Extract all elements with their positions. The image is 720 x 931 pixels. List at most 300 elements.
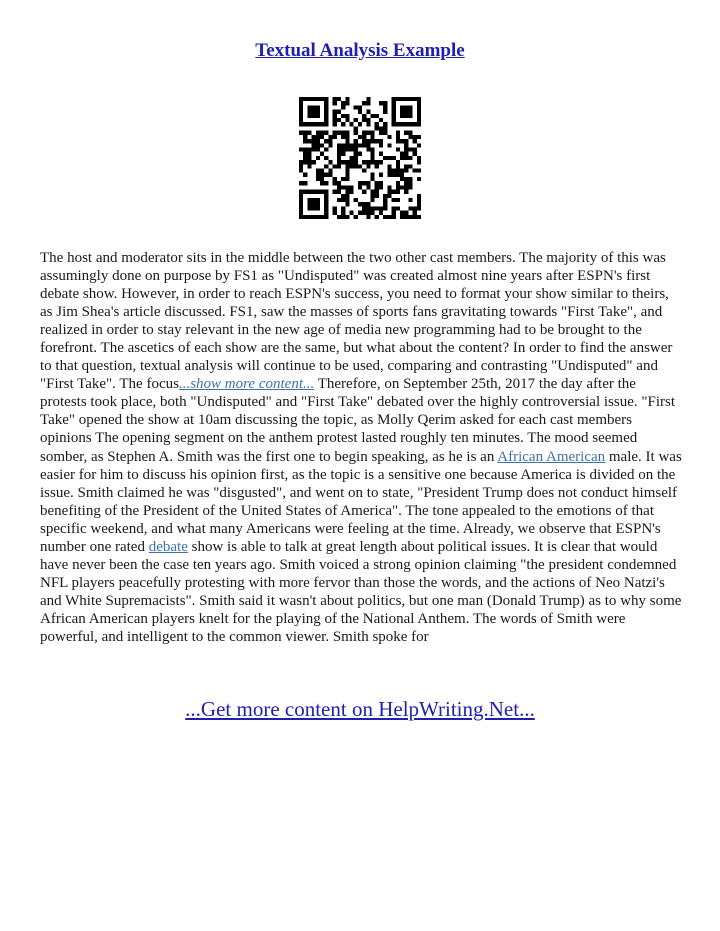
qr-module: [341, 215, 345, 219]
qr-module: [371, 198, 375, 202]
qr-module: [337, 164, 341, 168]
qr-module: [337, 152, 341, 156]
qr-module: [337, 118, 341, 122]
qr-module: [320, 135, 324, 139]
qr-module: [366, 206, 370, 210]
qr-module: [400, 139, 404, 143]
qr-module: [345, 139, 349, 143]
qr-module: [354, 143, 358, 147]
qr-module: [371, 206, 375, 210]
qr-module: [303, 147, 307, 151]
qr-module: [413, 152, 417, 156]
qr-module: [379, 152, 383, 156]
qr-module: [413, 206, 417, 210]
qr-module: [354, 164, 358, 168]
qr-module: [307, 114, 311, 118]
qr-module: [375, 194, 379, 198]
qr-module: [303, 190, 307, 194]
qr-module: [320, 143, 324, 147]
qr-module: [307, 105, 311, 109]
qr-module: [396, 185, 400, 189]
article-text-middle: male. It was easier for him to discuss his opinion first, as the topic is a sensitive one because America is divided on the issue. Smith claimed he was "disgusted", and went on to state, "President Trump does not conduct himself benefiting of the President of the United States of America". The tone appealed to the emotions of that specific weekend, and what many Americans were feeling at the time. Already, we observe that ESPN's number one rated: [40, 448, 682, 555]
qr-module: [307, 215, 311, 219]
footer-cta: [0, 697, 720, 722]
qr-module: [396, 181, 400, 185]
qr-module: [404, 110, 408, 114]
qr-module: [345, 215, 349, 219]
qr-module: [396, 190, 400, 194]
qr-module: [366, 110, 370, 114]
qr-module: [299, 190, 303, 194]
qr-module: [312, 143, 316, 147]
qr-module: [404, 190, 408, 194]
article-text-intro: The host and moderator sits in the middle between the two other cast members. The majority of this was assumingly done on purpose by FS1 as "Undisputed" was created almost nine years after ESPN's first debate show. However, in order to reach ESPN's success, you need to format your show similar to theirs, as Jim Shea's article discussed. FS1, saw the masses of sports fans gravitating towards "First Take", and realized in order to stay relevant in the new age of media new programming had to be brought to the forefront. The ascetics of each show are the same, but what about the content? In order to find the answer to that question, textual analysis will continue to be used, comparing and contrasting "Undisputed" and "First Take". The focus: [40, 250, 673, 393]
qr-module: [396, 139, 400, 143]
qr-module: [387, 169, 391, 173]
qr-module: [375, 190, 379, 194]
qr-module: [345, 169, 349, 173]
qr-module: [349, 185, 353, 189]
qr-module: [333, 110, 337, 114]
qr-module: [366, 122, 370, 126]
qr-module: [408, 198, 412, 202]
qr-module: [345, 101, 349, 105]
qr-module: [387, 173, 391, 177]
qr-module: [417, 169, 421, 173]
qr-module: [324, 206, 328, 210]
qr-module: [383, 131, 387, 135]
qr-module: [371, 190, 375, 194]
qr-module: [354, 147, 358, 151]
qr-module: [375, 126, 379, 130]
qr-module: [396, 164, 400, 168]
african-american-link[interactable]: African American: [497, 448, 606, 465]
qr-module: [333, 164, 337, 168]
qr-module: [417, 135, 421, 139]
qr-module: [362, 211, 366, 215]
qr-module: [379, 160, 383, 164]
qr-module: [316, 156, 320, 160]
qr-module: [349, 190, 353, 194]
qr-module: [349, 143, 353, 147]
qr-module: [299, 169, 303, 173]
qr-module: [299, 194, 303, 198]
qr-module: [345, 147, 349, 151]
qr-module: [383, 198, 387, 202]
qr-module: [362, 131, 366, 135]
qr-module: [408, 156, 412, 160]
qr-module: [358, 181, 362, 185]
qr-module: [299, 206, 303, 210]
qr-module: [341, 211, 345, 215]
qr-module: [328, 143, 332, 147]
qr-module: [400, 110, 404, 114]
qr-module: [333, 101, 337, 105]
qr-module: [396, 169, 400, 173]
qr-module: [354, 131, 358, 135]
qr-module: [358, 164, 362, 168]
qr-module: [392, 215, 396, 219]
qr-module: [392, 110, 396, 114]
qr-module: [404, 97, 408, 101]
qr-module: [404, 122, 408, 126]
qr-module: [408, 185, 412, 189]
qr-module: [387, 215, 391, 219]
qr-module: [299, 118, 303, 122]
qr-module: [312, 160, 316, 164]
qr-module: [379, 101, 383, 105]
qr-module: [324, 190, 328, 194]
qr-module: [345, 173, 349, 177]
qr-module: [303, 122, 307, 126]
qr-module: [349, 160, 353, 164]
qr-module: [333, 190, 337, 194]
qr-module: [379, 126, 383, 130]
qr-module: [324, 173, 328, 177]
qr-module: [303, 97, 307, 101]
qr-module: [404, 131, 408, 135]
qr-module: [375, 160, 379, 164]
qr-module: [392, 169, 396, 173]
title-link[interactable]: Textual Analysis Example: [255, 40, 465, 61]
qr-module: [341, 194, 345, 198]
qr-module: [316, 110, 320, 114]
qr-module: [345, 194, 349, 198]
qr-module: [366, 147, 370, 151]
qr-module: [392, 211, 396, 215]
qr-module: [408, 147, 412, 151]
qr-module: [392, 206, 396, 210]
qr-module: [375, 164, 379, 168]
qr-module: [371, 173, 375, 177]
qr-module: [303, 139, 307, 143]
qr-module: [383, 101, 387, 105]
qr-module: [341, 105, 345, 109]
qr-module: [371, 160, 375, 164]
qr-module: [396, 135, 400, 139]
qr-module: [358, 211, 362, 215]
qr-module: [400, 114, 404, 118]
qr-module: [375, 139, 379, 143]
qr-module: [316, 215, 320, 219]
qr-module: [312, 105, 316, 109]
qr-module: [324, 139, 328, 143]
qr-module: [408, 215, 412, 219]
qr-module: [413, 215, 417, 219]
qr-module: [333, 177, 337, 181]
qr-module: [383, 105, 387, 109]
qr-module: [417, 118, 421, 122]
qr-module: [324, 105, 328, 109]
qr-module: [396, 131, 400, 135]
qr-module: [333, 206, 337, 210]
qr-module: [299, 181, 303, 185]
qr-module: [303, 173, 307, 177]
qr-module: [312, 198, 316, 202]
get-more-content-link[interactable]: ...Get more content on HelpWriting.Net...: [185, 697, 535, 721]
qr-module: [392, 156, 396, 160]
qr-module: [320, 122, 324, 126]
qr-module: [379, 185, 383, 189]
qr-module: [320, 152, 324, 156]
qr-module: [349, 164, 353, 168]
qr-module: [371, 147, 375, 151]
qr-module: [320, 177, 324, 181]
qr-module: [324, 118, 328, 122]
qr-module: [400, 173, 404, 177]
qr-module: [375, 181, 379, 185]
qr-module: [307, 190, 311, 194]
qr-module: [341, 122, 345, 126]
qr-module: [392, 101, 396, 105]
qr-module: [320, 190, 324, 194]
qr-module: [341, 185, 345, 189]
qr-module: [299, 202, 303, 206]
qr-module: [312, 190, 316, 194]
qr-module: [383, 215, 387, 219]
qr-module: [341, 147, 345, 151]
qr-module: [307, 152, 311, 156]
qr-module: [404, 105, 408, 109]
qr-module: [354, 156, 358, 160]
qr-module: [316, 190, 320, 194]
qr-module: [358, 135, 362, 139]
qr-module: [362, 160, 366, 164]
qr-module: [404, 211, 408, 215]
qr-module: [324, 131, 328, 135]
qr-module: [333, 122, 337, 126]
qr-module: [413, 169, 417, 173]
qr-module: [400, 215, 404, 219]
qr-module: [324, 114, 328, 118]
qr-module: [366, 211, 370, 215]
qr-module: [341, 206, 345, 210]
qr-module: [316, 131, 320, 135]
qr-module: [408, 206, 412, 210]
qr-module: [316, 139, 320, 143]
qr-module: [366, 143, 370, 147]
qr-module: [345, 164, 349, 168]
qr-module: [312, 147, 316, 151]
qr-module: [316, 169, 320, 173]
qr-module: [328, 160, 332, 164]
qr-module: [400, 177, 404, 181]
qr-module: [299, 211, 303, 215]
qr-module: [324, 211, 328, 215]
qr-module: [320, 97, 324, 101]
qr-module: [404, 139, 408, 143]
qr-module: [345, 118, 349, 122]
qr-module: [345, 97, 349, 101]
qr-module: [375, 122, 379, 126]
qr-module: [299, 122, 303, 126]
qr-module: [392, 173, 396, 177]
qr-module: [341, 131, 345, 135]
qr-module: [324, 101, 328, 105]
qr-module: [299, 131, 303, 135]
qr-module: [324, 198, 328, 202]
qr-module: [379, 211, 383, 215]
qr-module: [299, 101, 303, 105]
qr-module: [316, 97, 320, 101]
qr-module: [366, 185, 370, 189]
qr-module: [312, 215, 316, 219]
qr-module: [349, 211, 353, 215]
qr-module: [383, 202, 387, 206]
qr-module: [307, 147, 311, 151]
qr-module: [333, 118, 337, 122]
qr-module: [400, 105, 404, 109]
qr-module: [341, 135, 345, 139]
qr-module: [366, 131, 370, 135]
qr-module: [299, 160, 303, 164]
qr-module: [408, 177, 412, 181]
qr-module: [400, 169, 404, 173]
debate-link[interactable]: debate: [148, 538, 188, 555]
qr-module: [392, 118, 396, 122]
qr-module: [333, 135, 337, 139]
qr-module: [371, 194, 375, 198]
qr-module: [337, 97, 341, 101]
qr-module: [345, 177, 349, 181]
qr-module: [345, 185, 349, 189]
qr-module: [312, 97, 316, 101]
qr-module: [341, 198, 345, 202]
qr-module: [316, 202, 320, 206]
qr-module: [320, 173, 324, 177]
qr-module: [345, 190, 349, 194]
qr-module: [307, 131, 311, 135]
qr-module: [337, 147, 341, 151]
qr-module: [307, 156, 311, 160]
qr-module: [400, 152, 404, 156]
qr-module: [358, 122, 362, 126]
qr-module: [358, 202, 362, 206]
qr-module: [400, 122, 404, 126]
qr-module: [333, 114, 337, 118]
qr-module: [312, 122, 316, 126]
qr-module: [404, 152, 408, 156]
qr-module: [379, 206, 383, 210]
qr-module: [337, 198, 341, 202]
qr-module: [337, 181, 341, 185]
qr-module: [299, 164, 303, 168]
qr-module: [316, 135, 320, 139]
qr-module: [354, 139, 358, 143]
qr-module: [303, 135, 307, 139]
qr-module: [320, 215, 324, 219]
qr-module: [354, 198, 358, 202]
qr-module: [337, 185, 341, 189]
qr-module: [333, 181, 337, 185]
qr-module: [371, 211, 375, 215]
qr-module: [337, 156, 341, 160]
qr-module: [371, 156, 375, 160]
qr-module: [366, 202, 370, 206]
qr-module: [408, 181, 412, 185]
qr-module: [417, 122, 421, 126]
qr-module: [404, 181, 408, 185]
qr-module: [417, 215, 421, 219]
qr-module: [299, 198, 303, 202]
qr-module: [345, 143, 349, 147]
article-text-continued: Therefore, on September 25th, 2017 the day after the protests took place, both "Undisputed" and "First Take" debated over the highly controversial issue. "First Take" opened the show at 10am discussing the topic, as Molly Qerim asked for each cast members opinions The opening segment on the anthem protest lasted roughly ten minutes. The mood seemed somber, as Stephen A. Smith was the first one to begin speaking, as he is an: [40, 376, 676, 465]
qr-module: [417, 156, 421, 160]
qr-module: [383, 156, 387, 160]
qr-module: [408, 131, 412, 135]
qr-module: [307, 110, 311, 114]
qr-module: [337, 160, 341, 164]
qr-module: [337, 190, 341, 194]
qr-module: [362, 181, 366, 185]
qr-module: [328, 139, 332, 143]
qr-module: [316, 206, 320, 210]
qr-module: [417, 160, 421, 164]
qr-module: [408, 135, 412, 139]
qr-module: [333, 131, 337, 135]
qr-module: [383, 194, 387, 198]
qr-module: [362, 190, 366, 194]
qr-module: [354, 126, 358, 130]
qr-module: [307, 164, 311, 168]
qr-module: [396, 122, 400, 126]
qr-module: [413, 139, 417, 143]
qr-module: [379, 131, 383, 135]
qr-module: [417, 114, 421, 118]
qr-module: [316, 173, 320, 177]
qr-module: [328, 173, 332, 177]
qr-module: [413, 122, 417, 126]
qr-module: [333, 97, 337, 101]
qr-module: [417, 110, 421, 114]
qr-module: [362, 139, 366, 143]
qr-module: [341, 177, 345, 181]
qr-module: [379, 173, 383, 177]
qr-module: [375, 206, 379, 210]
qr-module: [413, 211, 417, 215]
qr-module: [358, 105, 362, 109]
qr-module: [316, 198, 320, 202]
qr-module: [417, 97, 421, 101]
qr-module: [371, 114, 375, 118]
qr-module: [312, 135, 316, 139]
qr-module: [341, 114, 345, 118]
qr-module: [307, 202, 311, 206]
qr-module: [358, 110, 362, 114]
qr-module: [345, 114, 349, 118]
qr-module: [349, 122, 353, 126]
qr-module: [417, 202, 421, 206]
qr-module: [349, 156, 353, 160]
qr-module: [316, 177, 320, 181]
qr-module: [324, 215, 328, 219]
qr-module: [328, 135, 332, 139]
qr-module: [387, 190, 391, 194]
qr-module: [358, 143, 362, 147]
qr-module: [299, 147, 303, 151]
qr-module: [400, 185, 404, 189]
qr-module: [303, 215, 307, 219]
qr-module: [371, 139, 375, 143]
qr-module: [379, 139, 383, 143]
show-more-link[interactable]: ...show more content...: [178, 376, 315, 393]
qr-module: [324, 194, 328, 198]
qr-module: [404, 143, 408, 147]
qr-module: [312, 110, 316, 114]
qr-module: [307, 97, 311, 101]
qr-module: [320, 181, 324, 185]
qr-module: [404, 169, 408, 173]
